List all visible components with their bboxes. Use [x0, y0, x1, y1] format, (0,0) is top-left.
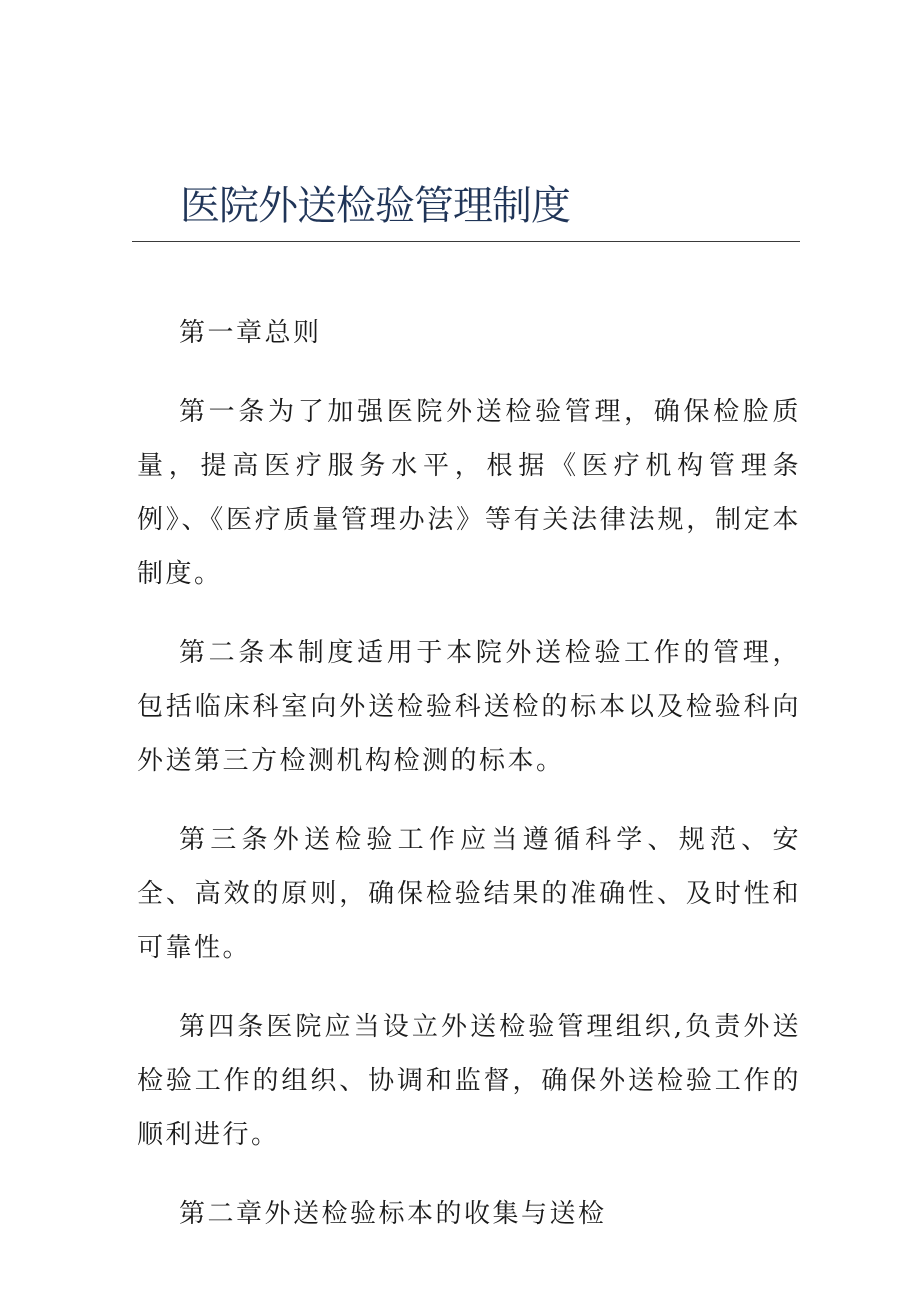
- article-4: 第四条医院应当设立外送检验管理组织,负责外送检验工作的组织、协调和监督，确保外送检验工作的顺利进行。: [137, 1012, 801, 1150]
- article-3: 第三条外送检验工作应当遵循科学、规范、安全、高效的原则，确保检验结果的准确性、及时性和可靠性。: [137, 825, 801, 963]
- document-title: 医院外送检验管理制度: [180, 183, 570, 229]
- title-divider: [132, 241, 800, 242]
- chapter-heading-1: 第一章总则: [179, 318, 322, 348]
- chapter-heading-2: 第二章外送检验标本的收集与送检: [179, 1199, 607, 1229]
- article-2: 第二条本制度适用于本院外送检验工作的管理，包括临床科室向外送检验科送检的标本以及检验科向外送第三方检测机构检测的标本。: [137, 638, 801, 776]
- document-body: [137, 306, 801, 1266]
- article-1: 第一条为了加强医院外送检验管理，确保检脸质量，提高医疗服务水平，根据《医疗机构管理条例》、《医疗质量管理办法》等有关法律法规，制定本制度。: [137, 397, 801, 589]
